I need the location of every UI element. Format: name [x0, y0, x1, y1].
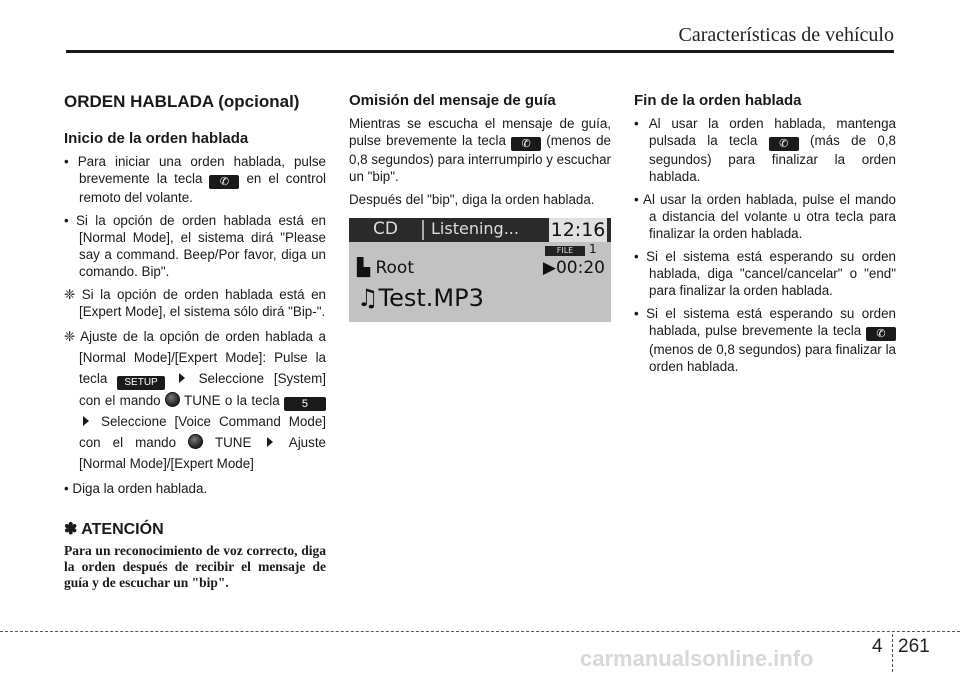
- display-file-number: 1: [589, 242, 597, 256]
- arrow-right-icon: [267, 437, 273, 447]
- bullet-hold-key: • Al usar la orden hablada, mantenga pulsada la tecla ✆ (más de 0,8 segundos) para finalizar la orden hablada.: [634, 116, 896, 184]
- voice-key-icon: ✆: [769, 137, 799, 151]
- tune-knob-icon: [165, 392, 180, 407]
- folder-icon: ▙: [357, 258, 376, 278]
- page-number: 261: [898, 636, 930, 657]
- display-elapsed: ▶00:20: [542, 258, 605, 278]
- display-source: CD: [373, 219, 398, 239]
- audio-display: [349, 218, 611, 322]
- chapter-number: 4: [872, 636, 883, 657]
- paragraph-skip: Mientras se escucha el mensaje de guía, pulse brevemente la tecla ✆ (menos de 0,8 segundos) para interrumpirlo y escuchar un "bip".: [349, 116, 611, 184]
- watermark: carmanualsonline.info: [580, 646, 814, 671]
- page-number-divider: [892, 634, 893, 672]
- setup-key-icon: SETUP: [117, 376, 165, 390]
- display-status: Listening...: [431, 219, 519, 238]
- tune-knob-icon: [188, 434, 203, 449]
- voice-key-icon: ✆: [866, 327, 896, 341]
- note-expert-mode: ❈ Si la opción de orden hablada está en [Expert Mode], el sistema sólo dirá "Bip-".: [64, 287, 326, 319]
- voice-key-icon: ✆: [209, 175, 239, 189]
- display-clock: 12:16: [550, 219, 606, 241]
- column-middle: [349, 92, 611, 322]
- arrow-right-icon: [179, 373, 185, 383]
- bullet-press-key: • Si el sistema está esperando su orden hablada, pulse brevemente la tecla ✆ (menos de 0,8 segundos) para finalizar la orden hablada.: [634, 306, 896, 374]
- column-right: [634, 92, 896, 381]
- voice-key-icon: ✆: [511, 137, 541, 151]
- subsection-title-skip: Omisión del mensaje de guía: [349, 92, 556, 109]
- column-left: [64, 92, 326, 591]
- subsection-title-start: Inicio de la orden hablada: [64, 130, 249, 147]
- bullet-cancel: • Si el sistema está esperando su orden hablada, diga "cancel/cancelar" o "end" para finalizar la orden hablada.: [634, 249, 896, 298]
- subsection-title-end: Fin de la orden hablada: [634, 92, 802, 109]
- display-separator: [422, 220, 424, 240]
- display-file-label: FILE: [545, 246, 585, 256]
- footer-rule: [0, 631, 960, 632]
- paragraph-after-beep: Después del "bip", diga la orden hablada.: [349, 192, 595, 207]
- bullet-normal-mode: • Si la opción de orden hablada está en [Normal Mode], el sistema dirá "Please say a command. Beep/Por favor, diga un comando. Bip".: [64, 213, 326, 279]
- attention-body: Para un reconocimiento de voz correcto, diga la orden después de recibir el mensaje de guía y de escuchar un "bip".: [64, 543, 326, 590]
- note-setting: ❈ Ajuste de la opción de orden hablada a [Normal Mode]/[Expert Mode]: Pulse la tecla SETUP Seleccione [System] con el mando TUNE o la tecla 5 Seleccione [Voice Command Mode] con el mando TUNE Ajuste [Normal Mode]/[Expert Mode]: [64, 329, 326, 471]
- display-track: ♫Test.MP3: [357, 284, 484, 312]
- key-5-icon: 5: [284, 397, 326, 411]
- bullet-remote: • Al usar la orden hablada, pulse el mando a distancia del volante u otra tecla para finalizar la orden hablada.: [634, 192, 896, 241]
- bullet-start: • Para iniciar una orden hablada, pulse brevemente la tecla ✆ en el control remoto del volante.: [64, 154, 326, 205]
- attention-title: ✽ ATENCIÓN: [64, 521, 164, 538]
- bullet-say-command: • Diga la orden hablada.: [64, 481, 208, 496]
- arrow-right-icon: [83, 416, 89, 426]
- running-header: Características de vehículo: [678, 24, 894, 46]
- header-rule: [66, 50, 894, 53]
- section-title: ORDEN HABLADA (opcional): [64, 92, 300, 111]
- music-note-icon: ♫: [357, 284, 379, 312]
- display-folder: ▙ Root: [357, 258, 414, 278]
